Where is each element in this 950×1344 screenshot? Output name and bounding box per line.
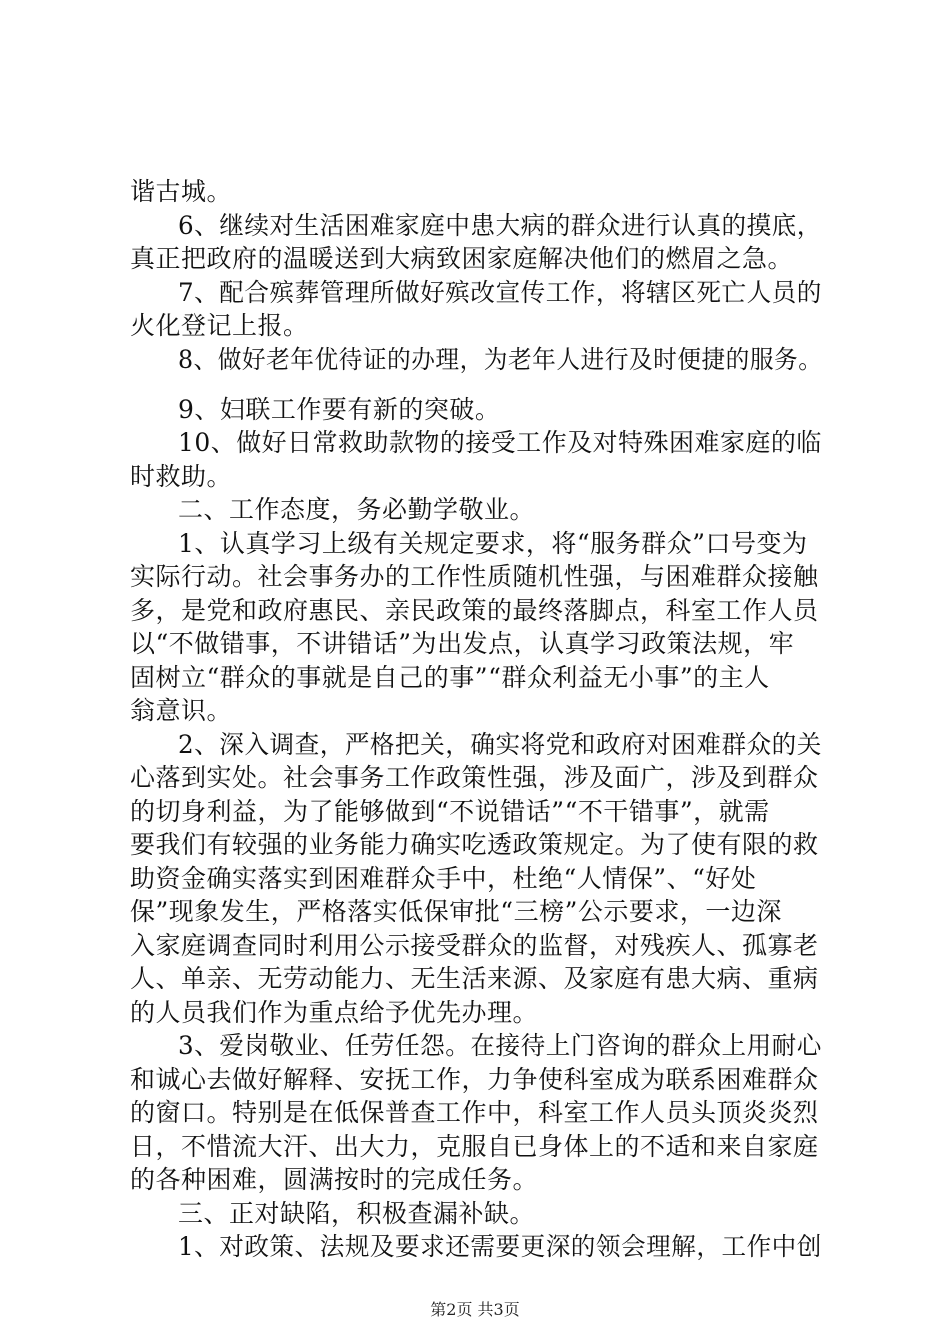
text-line: 翁意识。 xyxy=(130,696,233,725)
text-line: 谐古城。 xyxy=(130,177,233,206)
text-line: 以“不做错事，不讲错话”为出发点，认真学习政策法规，牢 xyxy=(130,629,795,658)
text-line: 和诚心去做好解释、安抚工作，力争使科室成为联系困难群众 xyxy=(130,1065,819,1094)
text-line: 心落到实处。社会事务工作政策性强，涉及面广，涉及到群众 xyxy=(130,763,819,792)
text-line: 9、妇联工作要有新的突破。 xyxy=(178,395,501,424)
text-line: 助资金确实落实到困难群众手中，杜绝“人情保”、“好处 xyxy=(130,864,757,893)
text-line: 时救助。 xyxy=(130,462,233,491)
text-line: 6、继续对生活困难家庭中患大病的群众进行认真的摸底， xyxy=(178,211,822,240)
text-line: 日，不惜流大汗、出大力，克服自已身体上的不适和来自家庭 xyxy=(130,1132,819,1161)
text-line: 保”现象发生，严格落实低保审批“三榜”公示要求，一边深 xyxy=(130,897,782,926)
text-line: 要我们有较强的业务能力确实吃透政策规定。为了使有限的救 xyxy=(130,830,819,859)
text-line: 多，是党和政府惠民、亲民政策的最终落脚点，科室工作人员 xyxy=(130,596,819,625)
text-line: 固树立“群众的事就是自己的事”“群众利益无小事”的主人 xyxy=(130,663,770,692)
text-line: 实际行动。社会事务办的工作性质随机性强，与困难群众接触 xyxy=(130,562,819,591)
text-line: 的切身利益，为了能够做到“不说错话”“不干错事”，就需 xyxy=(130,797,770,826)
text-line: 的人员我们作为重点给予优先办理。 xyxy=(130,998,539,1027)
text-line: 10、做好日常救助款物的接受工作及对特殊困难家庭的临 xyxy=(178,428,822,457)
text-line: 的各种困难，圆满按时的完成任务。 xyxy=(130,1165,539,1194)
text-line: 7、配合殡葬管理所做好殡改宣传工作，将辖区死亡人员的 xyxy=(178,278,822,307)
section-heading: 二、工作态度，务必勤学敬业。 xyxy=(178,495,536,524)
section-heading: 三、正对缺陷，积极查漏补缺。 xyxy=(178,1199,536,1228)
text-line: 1、认真学习上级有关规定要求，将“服务群众”口号变为 xyxy=(178,529,808,558)
text-line: 真正把政府的温暖送到大病致困家庭解决他们的燃眉之急。 xyxy=(130,244,794,273)
text-line: 1、对政策、法规及要求还需要更深的领会理解，工作中创 xyxy=(178,1232,822,1261)
page-number-footer: 第2页 共3页 xyxy=(430,1300,520,1319)
text-line: 的窗口。特别是在低保普查工作中，科室工作人员头顶炎炎烈 xyxy=(130,1098,819,1127)
text-line: 8、做好老年优待证的办理，为老年人进行及时便捷的服务。 xyxy=(178,345,823,374)
text-line: 火化登记上报。 xyxy=(130,311,309,340)
text-line: 人、单亲、无劳动能力、无生活来源、及家庭有患大病、重病 xyxy=(130,964,819,993)
text-line: 入家庭调查同时利用公示接受群众的监督，对残疾人、孤寡老 xyxy=(130,931,819,960)
text-line: 2、深入调查，严格把关，确实将党和政府对困难群众的关 xyxy=(178,730,822,759)
text-line: 3、爱岗敬业、任劳任怨。在接待上门咨询的群众上用耐心 xyxy=(178,1031,822,1060)
